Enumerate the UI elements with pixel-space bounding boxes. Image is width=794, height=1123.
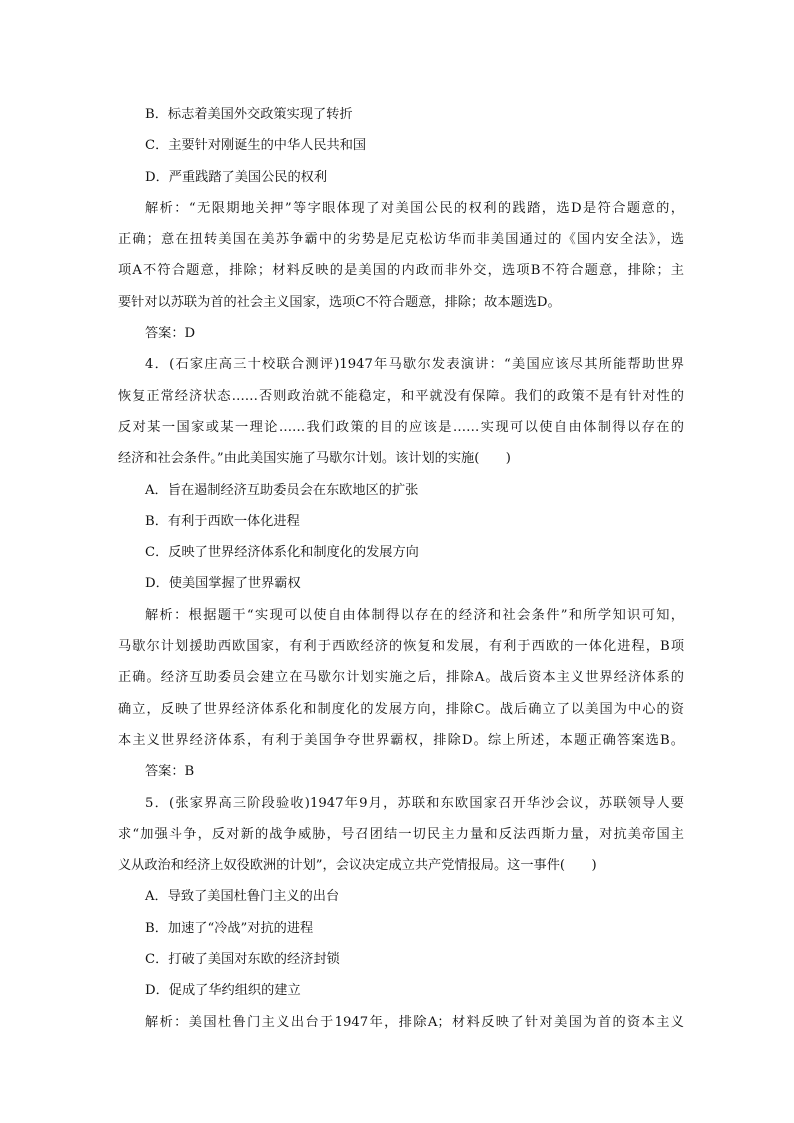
answer-option: D．严重践踏了美国公民的权利: [145, 169, 328, 185]
answer-line: 答案：D: [145, 326, 196, 342]
paragraph-line: 要针对以苏联为首的社会主义国家，选项C不符合题意，排除；故本题选D。: [118, 294, 561, 310]
answer-option: D．使美国掌握了世界霸权: [145, 576, 301, 592]
paragraph-line: 求“加强斗争，反对新的战争威胁，号召团结一切民主力量和反法西斯力量，对抗美帝国主: [118, 826, 684, 842]
answer-option: B．有利于西欧一体化进程: [145, 513, 300, 529]
paragraph-line: 确立，反映了世界经济体系化和制度化的发展方向，排除C。战后确立了以美国为中心的资: [118, 701, 684, 717]
paragraph-line: 反对某一国家或某一理论……我们政策的目的应该是……实现可以使自由体制得以存在的: [118, 419, 684, 435]
paragraph-line: 马歇尔计划援助西欧国家，有利于西欧经济的恢复和发展，有利于西欧的一体化进程，B项: [118, 639, 684, 655]
answer-option: D．促成了华约组织的建立: [145, 983, 301, 999]
answer-option: C．反映了世界经济体系化和制度化的发展方向: [145, 545, 419, 561]
answer-option: A．导致了美国杜鲁门主义的出台: [145, 889, 340, 905]
paragraph-line: 解析：美国杜鲁门主义出台于1947年，排除A；材料反映了针对美国为首的资本主义: [145, 1014, 684, 1030]
paragraph-line: 解析：根据题干“实现可以使自由体制得以存在的经济和社会条件”和所学知识可知，: [145, 607, 684, 623]
paragraph-line: 恢复正常经济状态……否则政治就不能稳定，和平就没有保障。我们的政策不是有针对性的: [118, 388, 684, 404]
answer-option: C．主要针对刚诞生的中华人民共和国: [145, 138, 367, 154]
paragraph-line: 解析：“无限期地关押”等字眼体现了对美国公民的权利的践踏，选D是符合题意的，: [145, 200, 684, 216]
answer-option: C．打破了美国对东欧的经济封锁: [145, 952, 340, 968]
paragraph-line: 正确。经济互助委员会建立在马歇尔计划实施之后，排除A。战后资本主义世界经济体系的: [118, 670, 684, 686]
paragraph-line: 5．(张家界高三阶段验收)1947年9月，苏联和东欧国家召开华沙会议，苏联领导人要: [145, 795, 684, 811]
answer-option: B．加速了“冷战”对抗的进程: [145, 920, 314, 936]
paragraph-line: 正确；意在扭转美国在美苏争霸中的劣势是尼克松访华而非美国通过的《国内安全法》，选: [118, 232, 684, 248]
paragraph-line: 4．(石家庄高三十校联合测评)1947年马歇尔发表演讲：“美国应该尽其所能帮助世界: [145, 357, 684, 373]
document-page: [118, 99, 684, 1038]
paragraph-line: 项A不符合题意，排除；材料反映的是美国的内政而非外交，选项B不符合题意，排除；主: [118, 263, 684, 279]
paragraph-line: 义从政治和经济上奴役欧洲的计划”，会议决定成立共产党情报局。这一事件( ): [118, 858, 597, 874]
paragraph-line: 经济和社会条件。”由此美国实施了马歇尔计划。该计划的实施( ): [118, 451, 511, 467]
answer-option: A．旨在遏制经济互助委员会在东欧地区的扩张: [145, 482, 419, 498]
answer-option: B．标志着美国外交政策实现了转折: [145, 107, 353, 122]
answer-line: 答案：B: [145, 764, 195, 780]
paragraph-line: 本主义世界经济体系，有利于美国争夺世界霸权，排除D。综上所述，本题正确答案选B。: [118, 732, 684, 748]
